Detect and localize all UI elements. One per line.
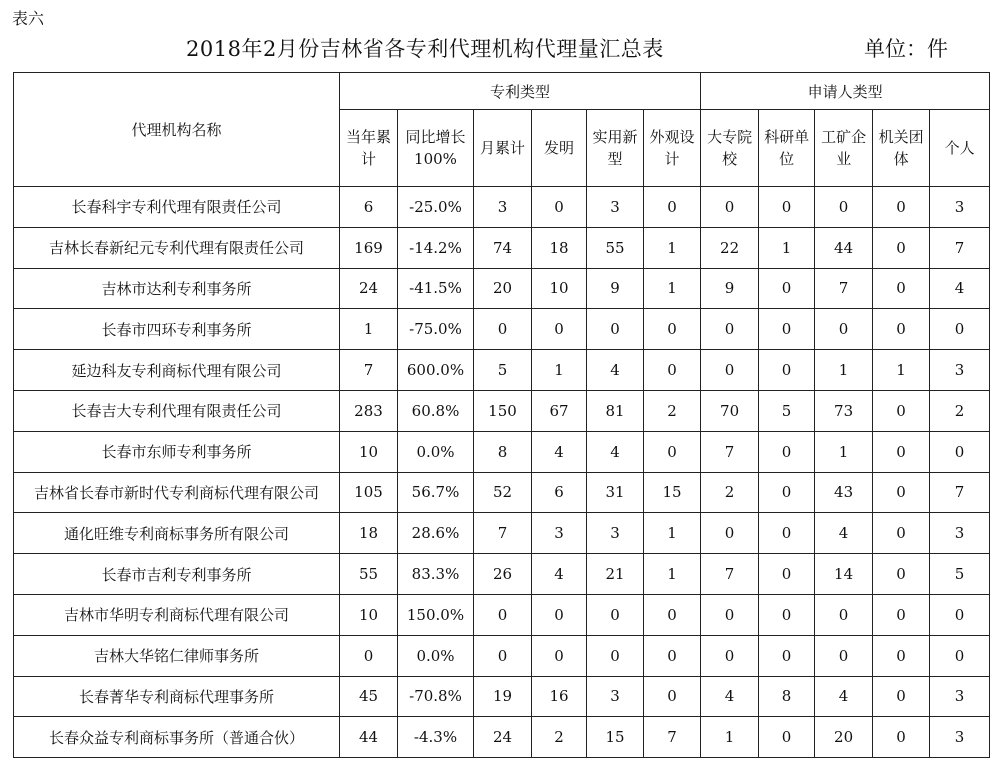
cell-yoy-growth: 0.0% (398, 431, 474, 472)
cell-research-unit: 1 (759, 227, 815, 268)
table-row (14, 594, 990, 635)
header-group-patent-type: 专利类型 (340, 73, 701, 110)
cell-yoy-growth: -75.0% (398, 309, 474, 350)
cell-institution: 0 (873, 431, 930, 472)
cell-utility-model: 3 (587, 676, 644, 717)
cell-institution: 0 (873, 513, 930, 554)
cell-utility-model: 0 (587, 635, 644, 676)
cell-year-cumulative: 10 (340, 431, 398, 472)
table-row (14, 554, 990, 595)
cell-research-unit: 0 (759, 472, 815, 513)
cell-year-cumulative: 45 (340, 676, 398, 717)
cell-individual: 0 (930, 431, 990, 472)
cell-design: 2 (644, 390, 701, 431)
cell-year-cumulative: 0 (340, 635, 398, 676)
cell-utility-model: 3 (587, 187, 644, 228)
cell-enterprise: 0 (815, 309, 873, 350)
header-enterprise: 工矿企业 (815, 110, 873, 187)
cell-institution: 0 (873, 472, 930, 513)
cell-agency-name: 长春市吉利专利事务所 (14, 554, 340, 595)
cell-agency-name: 长春吉大专利代理有限责任公司 (14, 390, 340, 431)
cell-agency-name: 吉林大华铭仁律师事务所 (14, 635, 340, 676)
cell-enterprise: 1 (815, 431, 873, 472)
cell-agency-name: 吉林市达利专利事务所 (14, 268, 340, 309)
cell-yoy-growth: 0.0% (398, 635, 474, 676)
cell-college: 2 (701, 472, 759, 513)
cell-utility-model: 81 (587, 390, 644, 431)
cell-month-cumulative: 150 (474, 390, 532, 431)
cell-invention: 6 (532, 472, 587, 513)
cell-invention: 4 (532, 554, 587, 595)
header-invention: 发明 (532, 110, 587, 187)
cell-yoy-growth: 83.3% (398, 554, 474, 595)
cell-agency-name: 吉林长春新纪元专利代理有限责任公司 (14, 227, 340, 268)
header-year-cumulative: 当年累计 (340, 110, 398, 187)
cell-yoy-growth: 56.7% (398, 472, 474, 513)
table-row (14, 350, 990, 391)
cell-college: 70 (701, 390, 759, 431)
cell-research-unit: 0 (759, 635, 815, 676)
cell-design: 0 (644, 350, 701, 391)
cell-utility-model: 15 (587, 717, 644, 758)
cell-college: 0 (701, 309, 759, 350)
cell-invention: 18 (532, 227, 587, 268)
cell-enterprise: 44 (815, 227, 873, 268)
cell-research-unit: 0 (759, 513, 815, 554)
cell-enterprise: 1 (815, 350, 873, 391)
cell-yoy-growth: 28.6% (398, 513, 474, 554)
cell-college: 7 (701, 554, 759, 595)
cell-design: 0 (644, 431, 701, 472)
cell-invention: 67 (532, 390, 587, 431)
cell-yoy-growth: 600.0% (398, 350, 474, 391)
cell-invention: 0 (532, 635, 587, 676)
table-label: 表六 (12, 9, 45, 28)
header-individual: 个人 (930, 110, 990, 187)
cell-individual: 2 (930, 390, 990, 431)
cell-institution: 0 (873, 594, 930, 635)
cell-individual: 3 (930, 187, 990, 228)
header-research-unit: 科研单位 (759, 110, 815, 187)
cell-enterprise: 4 (815, 513, 873, 554)
cell-individual: 3 (930, 513, 990, 554)
cell-individual: 3 (930, 350, 990, 391)
cell-agency-name: 吉林省长春市新时代专利商标代理有限公司 (14, 472, 340, 513)
cell-utility-model: 21 (587, 554, 644, 595)
cell-individual: 4 (930, 268, 990, 309)
cell-agency-name: 吉林市华明专利商标代理有限公司 (14, 594, 340, 635)
cell-year-cumulative: 105 (340, 472, 398, 513)
page-title: 2018年2月份吉林省各专利代理机构代理量汇总表 (186, 37, 664, 61)
cell-research-unit: 0 (759, 268, 815, 309)
cell-year-cumulative: 10 (340, 594, 398, 635)
header-month-cumulative: 月累计 (474, 110, 532, 187)
table-row (14, 268, 990, 309)
cell-enterprise: 4 (815, 676, 873, 717)
cell-month-cumulative: 0 (474, 635, 532, 676)
cell-year-cumulative: 44 (340, 717, 398, 758)
cell-utility-model: 4 (587, 350, 644, 391)
cell-month-cumulative: 8 (474, 431, 532, 472)
cell-design: 1 (644, 513, 701, 554)
cell-individual: 0 (930, 635, 990, 676)
cell-design: 0 (644, 676, 701, 717)
cell-design: 1 (644, 227, 701, 268)
cell-research-unit: 0 (759, 431, 815, 472)
cell-individual: 7 (930, 227, 990, 268)
unit-label: 单位：件 (864, 37, 948, 61)
cell-institution: 1 (873, 350, 930, 391)
cell-month-cumulative: 19 (474, 676, 532, 717)
cell-month-cumulative: 74 (474, 227, 532, 268)
table-row (14, 227, 990, 268)
cell-individual: 3 (930, 676, 990, 717)
cell-enterprise: 0 (815, 635, 873, 676)
cell-research-unit: 0 (759, 309, 815, 350)
cell-year-cumulative: 6 (340, 187, 398, 228)
cell-yoy-growth: 60.8% (398, 390, 474, 431)
cell-enterprise: 0 (815, 594, 873, 635)
cell-agency-name: 长春众益专利商标事务所（普通合伙） (14, 717, 340, 758)
cell-research-unit: 0 (759, 594, 815, 635)
cell-design: 1 (644, 554, 701, 595)
cell-invention: 16 (532, 676, 587, 717)
cell-month-cumulative: 3 (474, 187, 532, 228)
header-institution: 机关团体 (873, 110, 930, 187)
cell-utility-model: 55 (587, 227, 644, 268)
table-row (14, 472, 990, 513)
table-row (14, 309, 990, 350)
cell-month-cumulative: 5 (474, 350, 532, 391)
cell-year-cumulative: 169 (340, 227, 398, 268)
cell-college: 0 (701, 594, 759, 635)
cell-month-cumulative: 20 (474, 268, 532, 309)
cell-yoy-growth: -70.8% (398, 676, 474, 717)
cell-design: 15 (644, 472, 701, 513)
cell-individual: 0 (930, 594, 990, 635)
cell-utility-model: 31 (587, 472, 644, 513)
agency-volume-table (13, 72, 990, 758)
cell-design: 0 (644, 187, 701, 228)
cell-research-unit: 0 (759, 350, 815, 391)
cell-yoy-growth: -14.2% (398, 227, 474, 268)
header-group-applicant-type: 申请人类型 (701, 73, 990, 110)
cell-utility-model: 3 (587, 513, 644, 554)
cell-month-cumulative: 0 (474, 594, 532, 635)
cell-month-cumulative: 52 (474, 472, 532, 513)
cell-agency-name: 长春菁华专利商标代理事务所 (14, 676, 340, 717)
cell-enterprise: 43 (815, 472, 873, 513)
cell-college: 9 (701, 268, 759, 309)
cell-utility-model: 4 (587, 431, 644, 472)
cell-enterprise: 20 (815, 717, 873, 758)
cell-agency-name: 长春市东师专利事务所 (14, 431, 340, 472)
cell-college: 0 (701, 513, 759, 554)
cell-research-unit: 5 (759, 390, 815, 431)
cell-enterprise: 7 (815, 268, 873, 309)
cell-utility-model: 0 (587, 309, 644, 350)
cell-research-unit: 0 (759, 717, 815, 758)
cell-research-unit: 8 (759, 676, 815, 717)
cell-individual: 7 (930, 472, 990, 513)
cell-year-cumulative: 7 (340, 350, 398, 391)
cell-agency-name: 延边科友专利商标代理有限公司 (14, 350, 340, 391)
table-body (14, 187, 990, 758)
cell-utility-model: 0 (587, 594, 644, 635)
cell-month-cumulative: 26 (474, 554, 532, 595)
cell-research-unit: 0 (759, 187, 815, 228)
cell-year-cumulative: 283 (340, 390, 398, 431)
cell-invention: 10 (532, 268, 587, 309)
header-design: 外观设计 (644, 110, 701, 187)
cell-college: 1 (701, 717, 759, 758)
cell-agency-name: 长春科宇专利代理有限责任公司 (14, 187, 340, 228)
table-row (14, 676, 990, 717)
cell-institution: 0 (873, 268, 930, 309)
cell-year-cumulative: 55 (340, 554, 398, 595)
cell-year-cumulative: 1 (340, 309, 398, 350)
cell-enterprise: 14 (815, 554, 873, 595)
cell-enterprise: 0 (815, 187, 873, 228)
cell-yoy-growth: 150.0% (398, 594, 474, 635)
cell-institution: 0 (873, 676, 930, 717)
cell-college: 22 (701, 227, 759, 268)
cell-yoy-growth: -41.5% (398, 268, 474, 309)
cell-institution: 0 (873, 635, 930, 676)
cell-month-cumulative: 7 (474, 513, 532, 554)
cell-year-cumulative: 18 (340, 513, 398, 554)
cell-design: 7 (644, 717, 701, 758)
table-row (14, 187, 990, 228)
cell-college: 7 (701, 431, 759, 472)
table-row (14, 431, 990, 472)
cell-yoy-growth: -25.0% (398, 187, 474, 228)
cell-month-cumulative: 0 (474, 309, 532, 350)
cell-design: 0 (644, 309, 701, 350)
cell-yoy-growth: -4.3% (398, 717, 474, 758)
cell-invention: 4 (532, 431, 587, 472)
cell-institution: 0 (873, 309, 930, 350)
cell-individual: 0 (930, 309, 990, 350)
cell-agency-name: 长春市四环专利事务所 (14, 309, 340, 350)
cell-invention: 1 (532, 350, 587, 391)
cell-invention: 0 (532, 594, 587, 635)
cell-invention: 0 (532, 309, 587, 350)
cell-college: 0 (701, 350, 759, 391)
cell-utility-model: 9 (587, 268, 644, 309)
cell-institution: 0 (873, 390, 930, 431)
cell-design: 1 (644, 268, 701, 309)
cell-college: 0 (701, 187, 759, 228)
cell-design: 0 (644, 635, 701, 676)
cell-research-unit: 0 (759, 554, 815, 595)
header-yoy-growth: 同比增长100% (398, 110, 474, 187)
cell-college: 4 (701, 676, 759, 717)
table-row (14, 513, 990, 554)
cell-institution: 0 (873, 554, 930, 595)
cell-enterprise: 73 (815, 390, 873, 431)
cell-institution: 0 (873, 227, 930, 268)
header-agency-name: 代理机构名称 (14, 73, 340, 187)
header-utility-model: 实用新型 (587, 110, 644, 187)
cell-month-cumulative: 24 (474, 717, 532, 758)
table-row (14, 635, 990, 676)
cell-design: 0 (644, 594, 701, 635)
cell-individual: 5 (930, 554, 990, 595)
cell-institution: 0 (873, 717, 930, 758)
cell-year-cumulative: 24 (340, 268, 398, 309)
cell-invention: 0 (532, 187, 587, 228)
cell-invention: 3 (532, 513, 587, 554)
cell-college: 0 (701, 635, 759, 676)
cell-agency-name: 通化旺维专利商标事务所有限公司 (14, 513, 340, 554)
table-row (14, 717, 990, 758)
cell-invention: 2 (532, 717, 587, 758)
cell-individual: 3 (930, 717, 990, 758)
table-row (14, 390, 990, 431)
header-college: 大专院校 (701, 110, 759, 187)
cell-institution: 0 (873, 187, 930, 228)
